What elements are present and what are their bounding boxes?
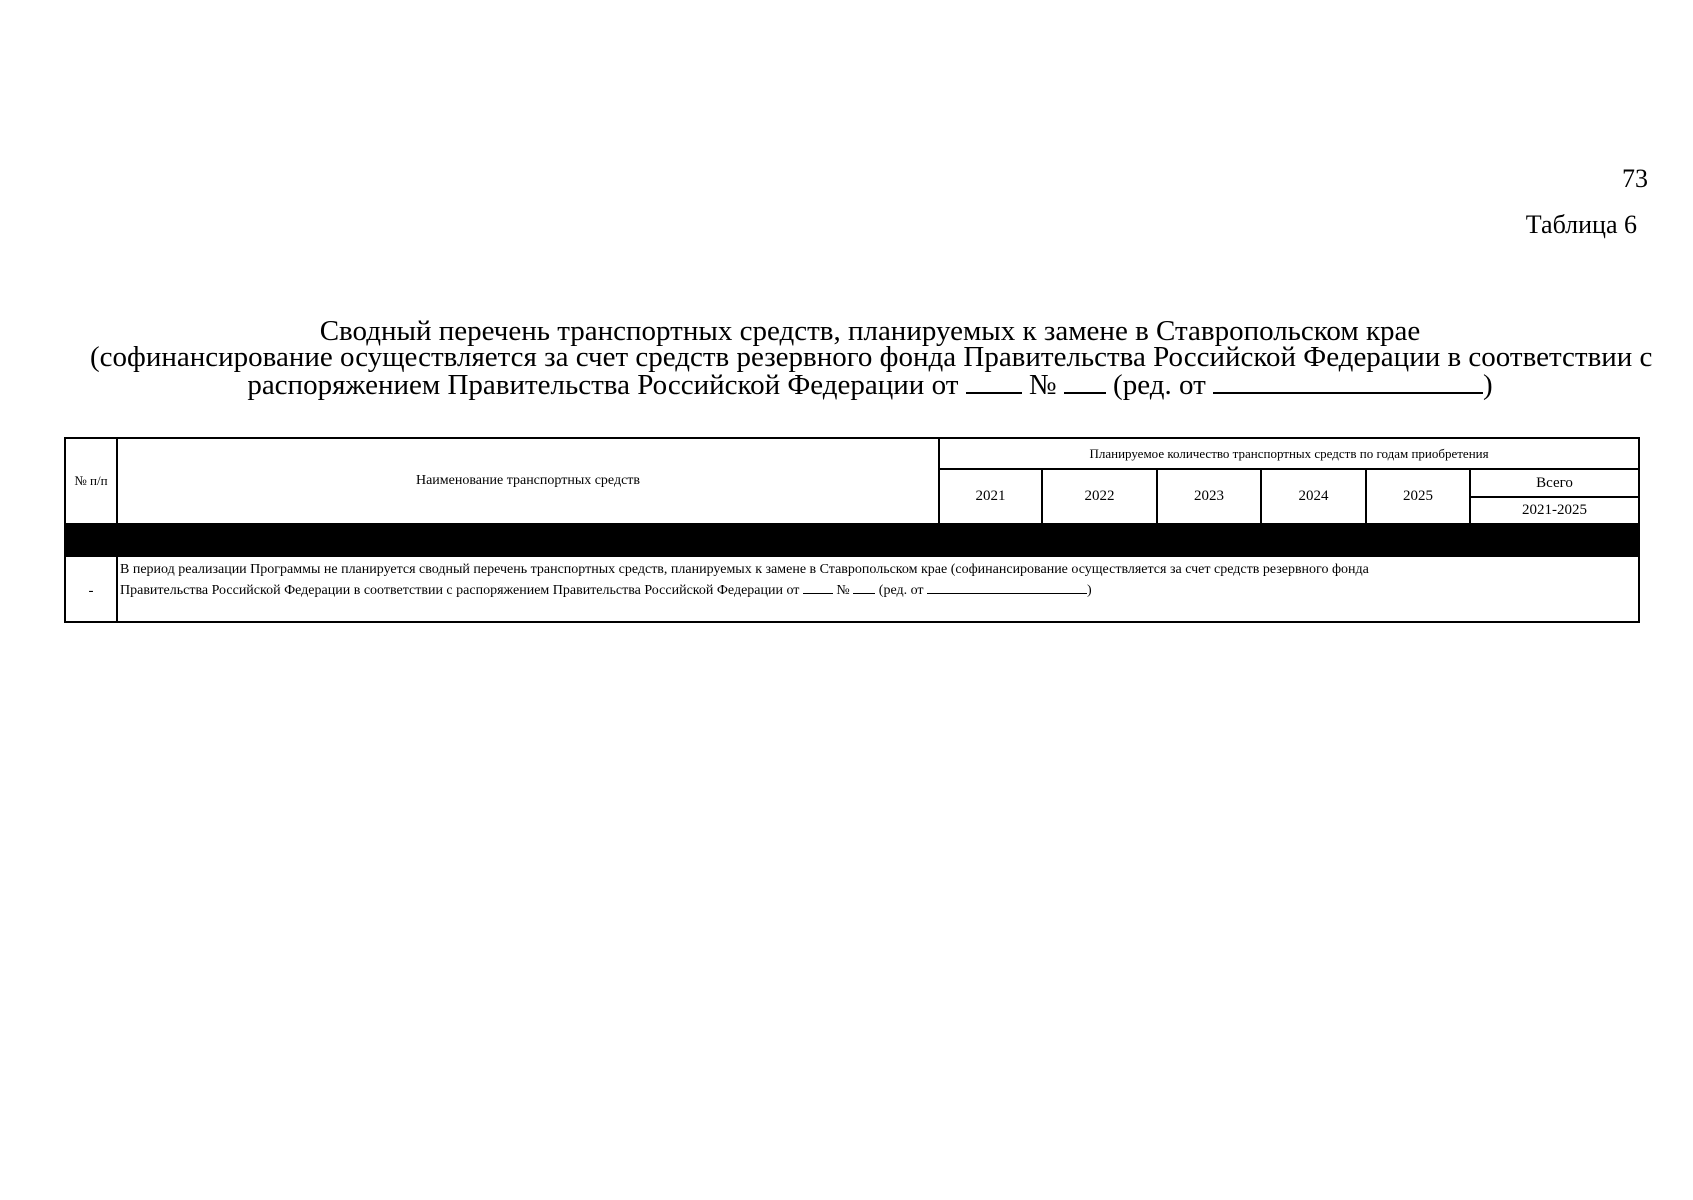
row-close-paren: ): [1087, 583, 1092, 598]
row-text-line-2: [120, 580, 1636, 601]
header-total: Всего: [1470, 469, 1639, 497]
row-edition-blank: [927, 581, 1087, 594]
title-close-paren: ): [1483, 369, 1493, 401]
header-total-range: 2021-2025: [1470, 497, 1639, 524]
page-number: 73: [1622, 164, 1648, 193]
row-num: -: [65, 556, 117, 622]
row-number-sign: №: [836, 583, 850, 598]
title-line-2: (софинансирование осуществляется за счет средств резервного фонда Правительства Российской Федерации в соответствии с: [90, 341, 1653, 373]
row-text: [117, 556, 1639, 622]
title-edition: (ред. от: [1113, 369, 1206, 401]
header-name: Наименование транспортных средств: [117, 438, 939, 524]
header-year-2021: 2021: [939, 469, 1042, 524]
header-year-2022: 2022: [1042, 469, 1157, 524]
title-line-3-start: распоряжением Правительства Российской Федерации от: [247, 369, 959, 401]
row-edition: (ред. от: [878, 583, 924, 598]
row-text-line-1: В период реализации Программы не планируется сводный перечень транспортных средств, планируемых к замене в Ставропольском крае (софинансирование осуществляется за счет средств резервного фонда: [120, 562, 1369, 577]
title-line-1: Сводный перечень транспортных средств, планируемых к замене в Ставропольском крае: [319, 315, 1421, 347]
header-year-2025: 2025: [1366, 469, 1470, 524]
filled-separator-row: [65, 524, 1639, 556]
table-label: Таблица 6: [1525, 210, 1637, 239]
table-row: [65, 556, 1639, 622]
header-planned: Планируемое количество транспортных средств по годам приобретения: [939, 438, 1639, 469]
header-year-2023: 2023: [1157, 469, 1261, 524]
edition-blank: [1213, 370, 1483, 394]
summary-table: [64, 437, 1640, 623]
date-blank: [966, 370, 1022, 394]
document-title: [90, 315, 1653, 401]
header-year-2024: 2024: [1261, 469, 1366, 524]
row-number-blank: [853, 581, 875, 594]
title-number-sign: №: [1028, 369, 1057, 401]
title-line-3: [90, 369, 1650, 401]
row-text-line-2-start: Правительства Российской Федерации в соответствии с распоряжением Правительства Российской Федерации от: [120, 583, 800, 598]
row-date-blank: [803, 581, 833, 594]
number-blank: [1064, 370, 1106, 394]
header-num: № п/п: [65, 438, 117, 524]
